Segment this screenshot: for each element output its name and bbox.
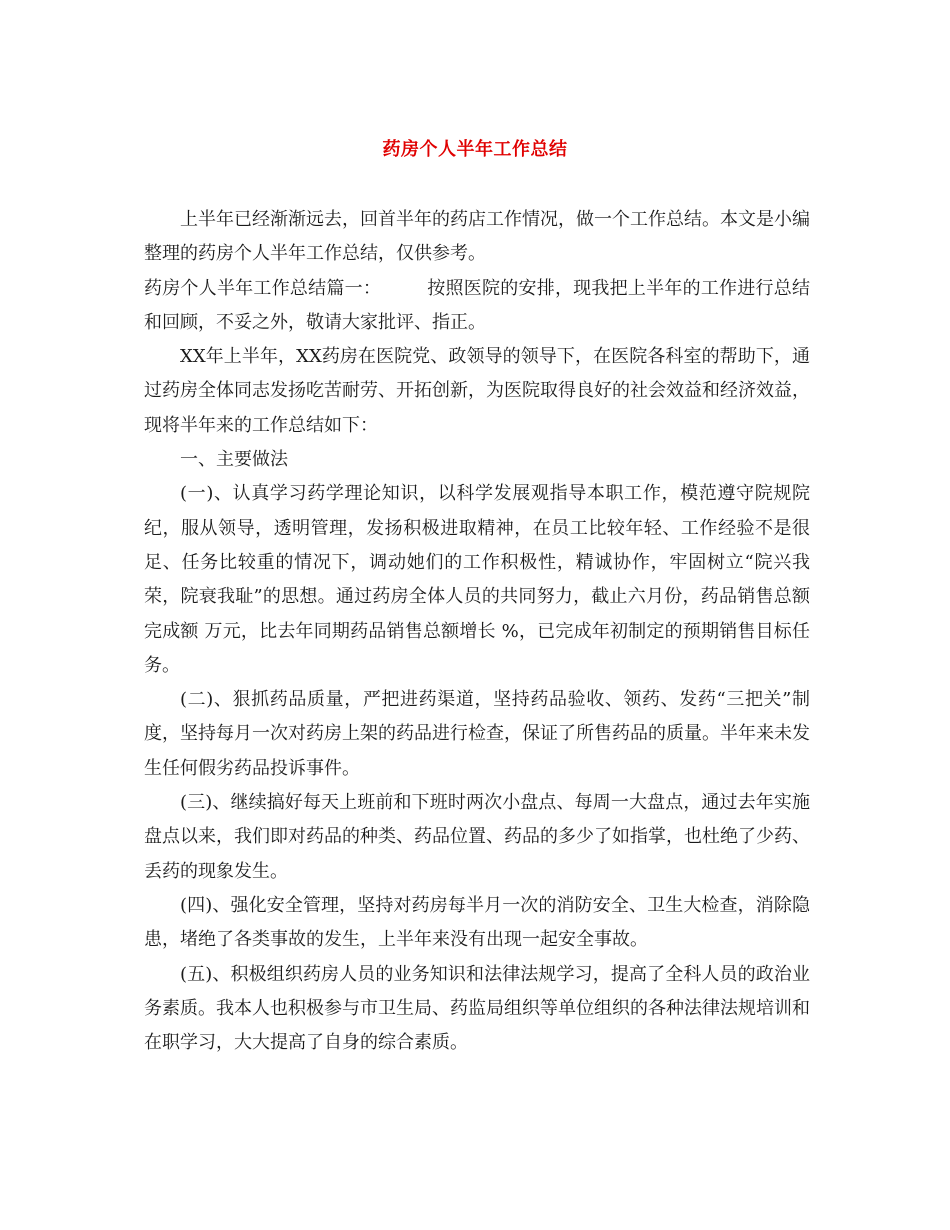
document-title: 药房个人半年工作总结	[382, 139, 568, 160]
overview-paragraph: XX年上半年，XX药房在医院党、政领导的领导下，在医院各科室的帮助下，通过药房全体同志发扬吃苦耐劳、开拓创新，为医院取得良好的社会效益和经济效益，现将半年来的工作总结如下：	[144, 346, 810, 436]
item-paragraph-1: (一)、认真学习药学理论知识，以科学发展观指导本职工作，模范遵守院规院纪，服从领导，透明管理，发扬积极进取精神，在员工比较年轻、工作经验不是很足、任务比较重的情况下，调动她们的工作积极性，精诚协作，牢固树立“院兴我荣，院衰我耻”的思想。通过药房全体人员的共同努力，截止六月份，药品销售总额完成额 万元，比去年同期药品销售总额增长 %，已完成年初制定的预期销售目标任务。	[144, 483, 810, 676]
intro-paragraph: 上半年已经渐渐远去，回首半年的药店工作情况，做一个工作总结。本文是小编整理的药房个人半年工作总结，仅供参考。	[144, 209, 810, 265]
item-paragraph-5: (五)、积极组织药房人员的业务知识和法律法规学习，提高了全科人员的政治业务素质。我本人也积极参与市卫生局、药监局组织等单位组织的各种法律法规培训和在职学习，大大提高了自身的综合素质。	[144, 963, 810, 1054]
item-paragraph-3: (三)、继续搞好每天上班前和下班时两次小盘点、每周一大盘点，通过去年实施盘点以来，我们即对药品的种类、药品位置、药品的多少了如指掌，也杜绝了少药、丢药的现象发生。	[144, 792, 810, 882]
part-paragraph	[144, 272, 810, 341]
document-body	[144, 203, 810, 1060]
part-opening: 按照医院的安排，现我把上半年的工作进行总结和回顾，不妥之外，敬请大家批评、指正。	[144, 277, 811, 333]
part-heading: 药房个人半年工作总结篇一：	[144, 277, 382, 299]
item-paragraph-2: (二)、狠抓药品质量，严把进药渠道，坚持药品验收、领药、发药“三把关”制度，坚持每月一次对药房上架的药品进行检查，保证了所售药品的质量。半年来未发生任何假劣药品投诉事件。	[144, 689, 810, 779]
item-paragraph-4: (四)、强化安全管理，坚持对药房每半月一次的消防安全、卫生大检查，消除隐患，堵绝了各类事故的发生，上半年来没有出现一起安全事故。	[144, 894, 810, 951]
section-heading: 一、主要做法	[180, 449, 288, 471]
